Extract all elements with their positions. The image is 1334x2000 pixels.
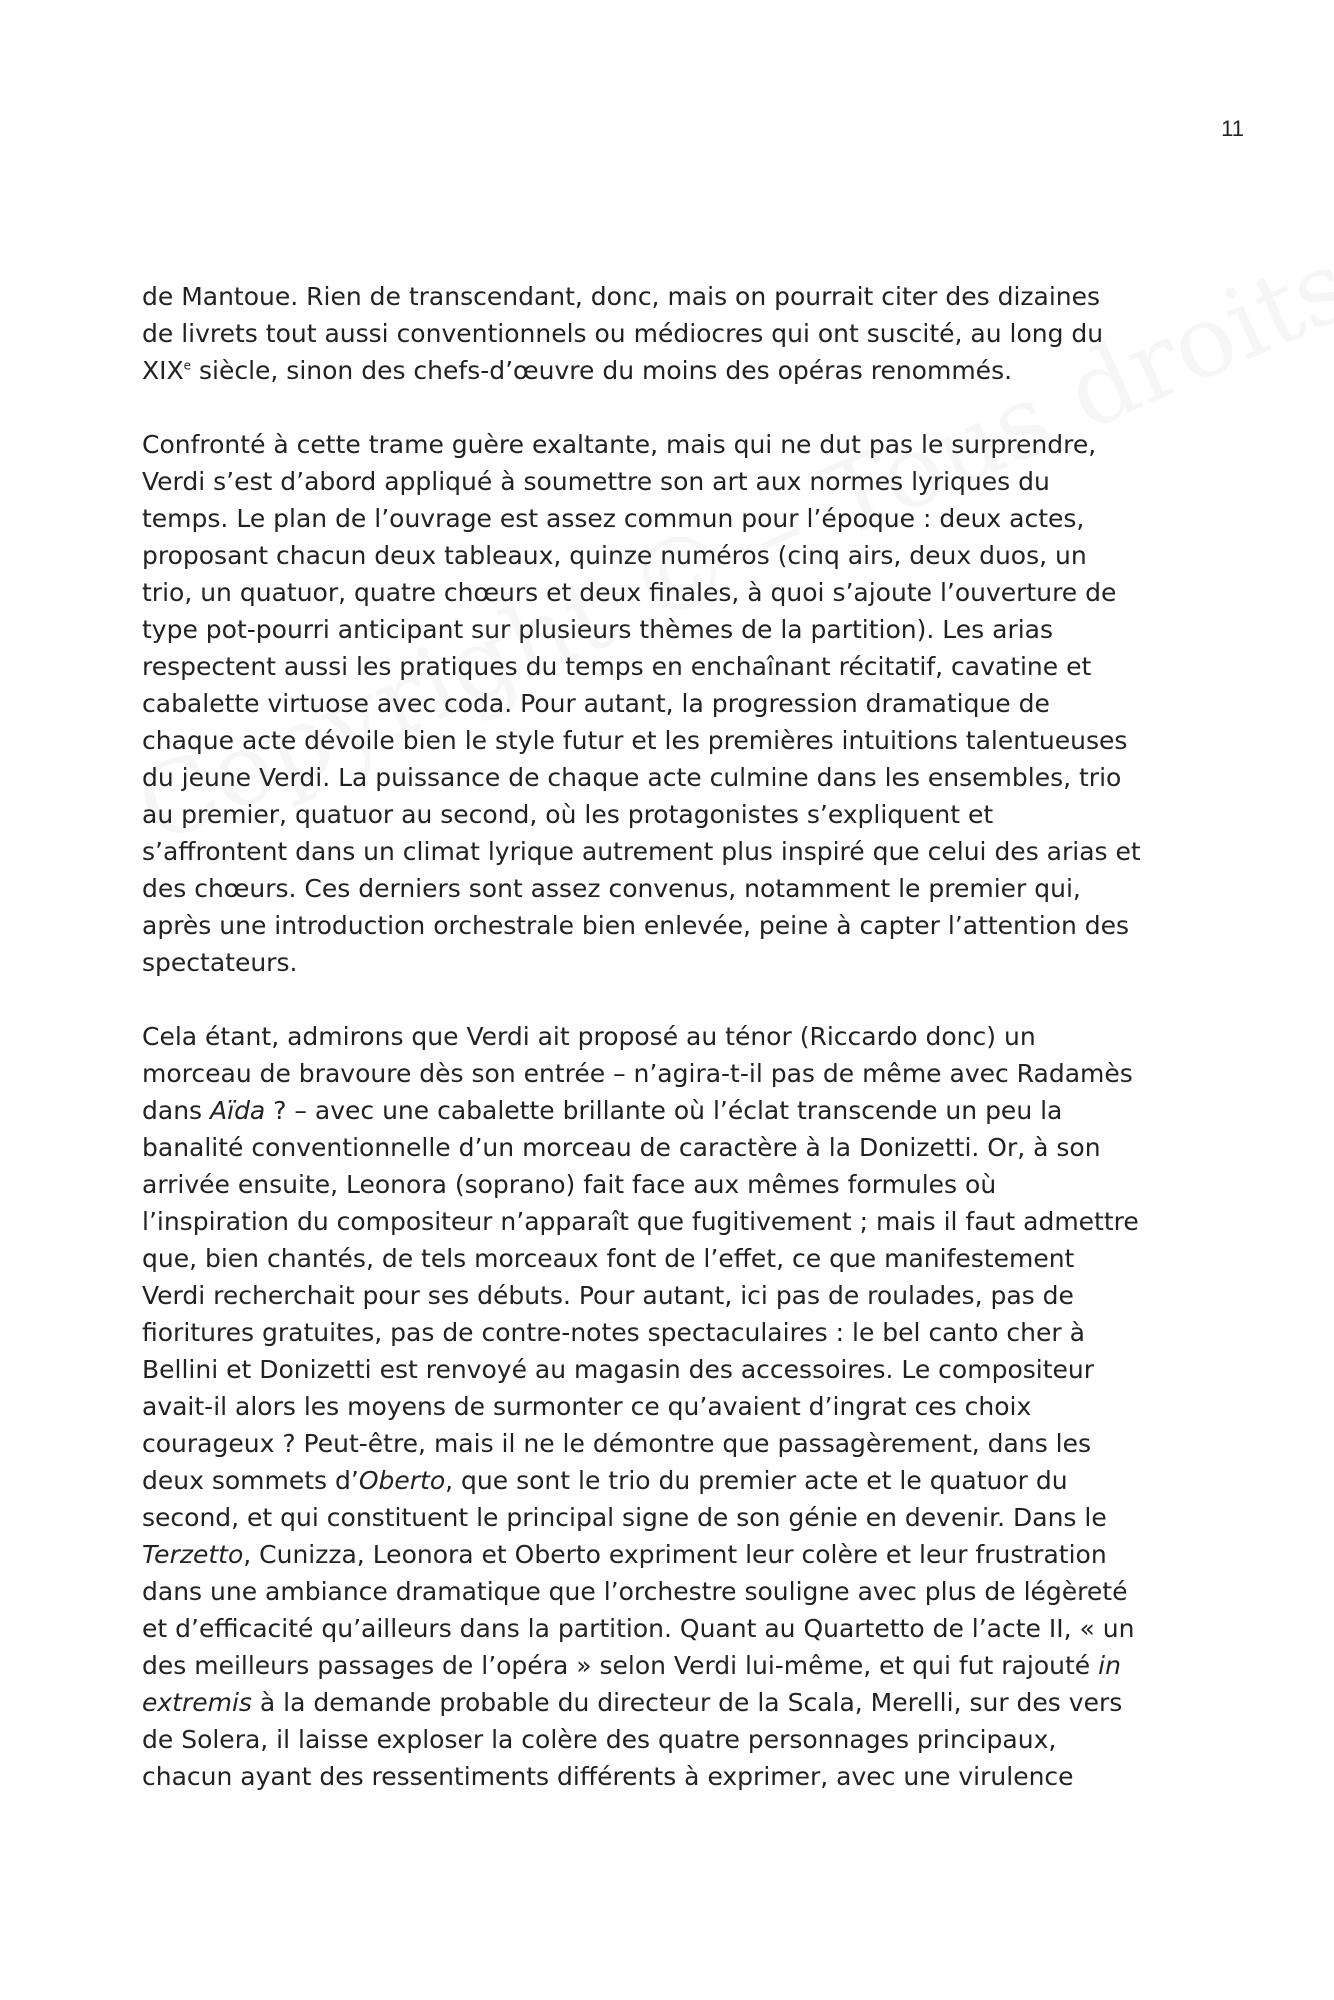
text-line: s’affrontent dans un climat lyrique autrement plus inspiré que celui des arias et (142, 837, 1141, 866)
text-line: morceau de bravoure dès son entrée – n’agira-t-il pas de même avec Radamès (142, 1059, 1133, 1088)
text-line: au premier, quatuor au second, où les protagonistes s’expliquent et (142, 800, 994, 829)
text-line: proposant chacun deux tableaux, quinze numéros (cinq airs, deux duos, un (142, 541, 1087, 570)
text-line: Verdi recherchait pour ses débuts. Pour autant, ici pas de roulades, pas de (142, 1281, 1074, 1310)
text-line: spectateurs. (142, 948, 298, 977)
italic-title: Oberto (358, 1466, 446, 1495)
text-line: l’inspiration du compositeur n’apparaît que fugitivement ; mais il faut admettre (142, 1207, 1139, 1236)
text-segment: XIX (142, 356, 184, 385)
text-line: de livrets tout aussi conventionnels ou médiocres qui ont suscité, au long du (142, 319, 1104, 348)
text-line: cabalette virtuose avec coda. Pour autant, la progression dramatique de (142, 689, 1050, 718)
text-line: que, bien chantés, de tels morceaux font de l’effet, ce que manifestement (142, 1244, 1075, 1273)
text-segment: , Cunizza, Leonora et Oberto expriment leur colère et leur frustration (243, 1540, 1107, 1569)
text-segment: siècle, sinon des chefs-d’œuvre du moins des opéras renommés. (191, 356, 1013, 385)
paragraph-gap (142, 389, 1220, 426)
text-line: du jeune Verdi. La puissance de chaque acte culmine dans les ensembles, trio (142, 763, 1122, 792)
italic-title: Aïda (210, 1096, 266, 1125)
text-line: dans une ambiance dramatique que l’orchestre souligne avec plus de légèreté (142, 1577, 1128, 1606)
text-line: Confronté à cette trame guère exaltante, mais qui ne dut pas le surprendre, (142, 430, 1097, 459)
italic-title: extremis (142, 1688, 252, 1717)
text-line: de Solera, il laisse exploser la colère des quatre personnages principaux, (142, 1725, 1057, 1754)
superscript: e (183, 358, 192, 373)
text-line: Cela étant, admirons que Verdi ait proposé au ténor (Riccardo donc) un (142, 1022, 1036, 1051)
text-line (142, 1536, 1220, 1573)
body-text (142, 278, 1220, 1795)
italic-title: Terzetto (142, 1540, 244, 1569)
text-line: arrivée ensuite, Leonora (soprano) fait face aux mêmes formules où (142, 1170, 997, 1199)
text-line: temps. Le plan de l’ouvrage est assez commun pour l’époque : deux actes, (142, 504, 1085, 533)
text-line (142, 1092, 1220, 1129)
text-segment: , que sont le trio du premier acte et le quatuor du (445, 1466, 1068, 1495)
text-line: après une introduction orchestrale bien enlevée, peine à capter l’attention des (142, 911, 1130, 940)
text-line: et d’efficacité qu’ailleurs dans la partition. Quant au Quartetto de l’acte II, « un (142, 1614, 1135, 1643)
page-number: 11 (1221, 116, 1244, 141)
text-segment: des meilleurs passages de l’opéra » selon Verdi lui-même, et qui fut rajouté (142, 1651, 1099, 1680)
paragraph (142, 278, 1220, 389)
text-line: banalité conventionnelle d’un morceau de caractère à la Donizetti. Or, à son (142, 1133, 1101, 1162)
text-line: chacun ayant des ressentiments différents à exprimer, avec une virulence (142, 1762, 1074, 1791)
text-line (142, 1462, 1220, 1499)
text-line (142, 352, 1220, 389)
text-line: des chœurs. Ces derniers sont assez convenus, notamment le premier qui, (142, 874, 1081, 903)
text-line: Bellini et Donizetti est renvoyé au magasin des accessoires. Le compositeur (142, 1355, 1095, 1384)
text-line: respectent aussi les pratiques du temps en enchaînant récitatif, cavatine et (142, 652, 1092, 681)
paragraph (142, 426, 1220, 981)
text-segment: dans (142, 1096, 211, 1125)
paragraph-gap (142, 981, 1220, 1018)
text-line (142, 1684, 1220, 1721)
text-line: trio, un quatuor, quatre chœurs et deux finales, à quoi s’ajoute l’ouverture de (142, 578, 1117, 607)
text-line: type pot-pourri anticipant sur plusieurs thèmes de la partition). Les arias (142, 615, 1054, 644)
text-line: courageux ? Peut-être, mais il ne le démontre que passagèrement, dans les (142, 1429, 1092, 1458)
paragraph (142, 1018, 1220, 1795)
text-segment: ? – avec une cabalette brillante où l’éclat transcende un peu la (265, 1096, 1063, 1125)
text-line: fioritures gratuites, pas de contre-notes spectaculaires : le bel canto cher à (142, 1318, 1085, 1347)
text-segment: deux sommets d’ (142, 1466, 359, 1495)
text-line: chaque acte dévoile bien le style futur et les premières intuitions talentueuses (142, 726, 1128, 755)
text-line: avait-il alors les moyens de surmonter ce qu’avaient d’ingrat ces choix (142, 1392, 1032, 1421)
text-line (142, 1647, 1220, 1684)
italic-title: in (1098, 1651, 1121, 1680)
text-line: de Mantoue. Rien de transcendant, donc, mais on pourrait citer des dizaines (142, 282, 1101, 311)
text-segment: à la demande probable du directeur de la Scala, Merelli, sur des vers (251, 1688, 1123, 1717)
text-line: Verdi s’est d’abord appliqué à soumettre son art aux normes lyriques du (142, 467, 1050, 496)
text-line: second, et qui constituent le principal signe de son génie en devenir. Dans le (142, 1503, 1107, 1532)
